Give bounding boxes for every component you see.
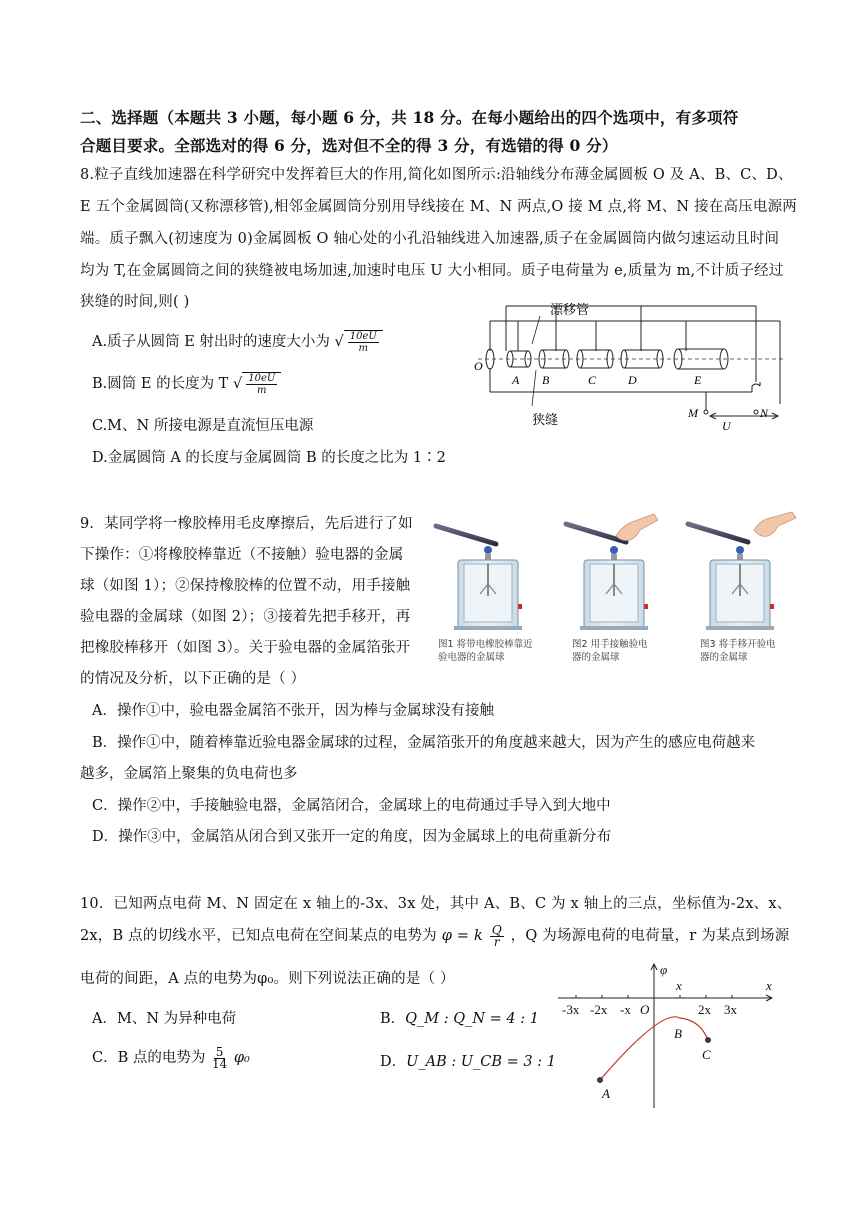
q10-option-c-label: C．B 点的电势为 (92, 1050, 206, 1066)
q9-stem-line: 把橡胶棒移开（如图 3）。关于验电器的金属箔张开 (80, 640, 411, 656)
q10-stem-line: 电荷的间距，A 点的电势为φ₀。则下列说法正确的是（ ） (80, 971, 455, 987)
drift-tube-label: 漂移管 (550, 302, 590, 317)
q8-option-b[interactable] (92, 372, 281, 396)
q9-option-d[interactable]: D．操作③中，金属箔从闭合到又张开一定的角度，因为金属球上的电荷重新分布 (92, 829, 612, 845)
tick-label: -2x (590, 1002, 608, 1017)
q8-stem-line: E 五个金属圆筒(又称漂移管),相邻金属圆筒分别用导线接在 M、N 两点,O 接 M 点,将 M、N 接在高压电源两 (80, 199, 797, 215)
q8-option-d[interactable]: D.金属圆筒 A 的长度与金属圆筒 B 的长度之比为 1∶2 (92, 450, 446, 466)
sqrt-expression: √ $\frac{10eU}{m}$ (233, 372, 281, 396)
q9-stem-line: 下操作：①将橡胶棒靠近（不接触）验电器的金属 (80, 547, 404, 563)
fig1-caption-line: 验电器的金属球 (438, 652, 505, 663)
point-label-a: A (602, 1086, 610, 1101)
section-title-line1: 二、选择题（本题共 3 小题，每小题 6 分，共 18 分。在每小题给出的四个选项中，有多项符 (80, 108, 739, 127)
q8-stem-line: 狭缝的时间,则( ) (80, 294, 190, 310)
voltage-label-u: U (722, 419, 731, 433)
q9-stem-line: 的情况及分析，以下正确的是（ ） (80, 671, 306, 687)
potential-formula-fraction (490, 922, 504, 949)
q9-option-b-cont: 越多，金属箔上聚集的负电荷也多 (80, 766, 298, 782)
linear-accelerator-diagram (466, 296, 786, 436)
q10-option-b-label: B． (380, 1011, 406, 1027)
q8-option-a-text: A.质子从圆筒 E 射出时的速度大小为 (92, 334, 330, 350)
q10-option-c[interactable] (92, 1046, 250, 1070)
section-title-line2: 合题目要求。全部选对的得 6 分，选对但不全的得 3 分，有选错的得 0 分） (80, 136, 618, 155)
q10-option-d-expr: U_AB : U_CB = 3 : 1 (406, 1054, 556, 1070)
sqrt-numerator: 10eU (349, 331, 377, 342)
fraction-numerator: 5 (215, 1044, 224, 1059)
potential-formula-lhs: φ = k (441, 928, 483, 944)
q10-option-b-expr: Q_M : Q_N = 4 : 1 (405, 1011, 539, 1027)
q10-stem-line: 10．已知两点电荷 M、N 固定在 x 轴上的-3x、3x 处，其中 A、B、C 为 x 轴上的三点，坐标值为-2x、x、 (80, 896, 792, 912)
formula-numerator: Q (491, 922, 502, 937)
q10-option-c-fraction (211, 1044, 228, 1071)
tube-label-a: A (512, 373, 520, 387)
tick-label: x (676, 978, 682, 993)
q10-option-b[interactable] (380, 1007, 539, 1028)
fig1-caption (438, 638, 533, 664)
tube-label-e: E (694, 373, 702, 387)
sqrt-denominator: m (358, 343, 369, 354)
terminal-label-m: M (688, 406, 698, 420)
q9-stem-line: 9．某同学将一橡胶棒用毛皮摩擦后，先后进行了如 (80, 516, 413, 532)
fig2-caption-line: 图2 用手接触验电 (572, 639, 648, 650)
potential-graph (552, 958, 778, 1110)
q10-option-d-label: D． (380, 1054, 407, 1070)
electroscope-fig-3 (688, 512, 796, 630)
sqrt-denominator: m (257, 385, 267, 396)
fig3-caption (700, 638, 776, 664)
fig2-caption-line: 器的金属球 (572, 652, 620, 663)
tick-label: -x (620, 1002, 631, 1017)
q10-stem-text: 2x，B 点的切线水平，已知点电荷在空间某点的电势为 (80, 928, 437, 944)
q9-stem-line: 球（如图 1）；②保持橡胶棒的位置不动，用手接触 (80, 578, 411, 594)
q9-option-b[interactable]: B．操作①中，随着棒靠近验电器金属球的过程，金属箔张开的角度越来越大，因为产生的感应电荷越来 (92, 735, 756, 751)
fig1-caption-line: 图1 将带电橡胶棒靠近 (438, 639, 533, 650)
tube-label-d: D (628, 373, 637, 387)
q8-option-a[interactable] (92, 330, 383, 354)
slit-label: 狭缝 (532, 412, 559, 427)
q10-stem-line (80, 924, 789, 948)
q8-option-c[interactable]: C.M、N 所接电源是直流恒压电源 (92, 418, 314, 434)
q9-stem-line: 验电器的金属球（如图 2）；③接着先把手移开，再 (80, 609, 411, 625)
terminal-label-n: N (760, 406, 769, 420)
plate-label-o: O (474, 359, 483, 373)
q8-option-b-text: B.圆筒 E 的长度为 T (92, 376, 229, 392)
y-axis-label: φ (660, 962, 668, 977)
tube-label-b: B (542, 373, 550, 387)
fraction-denominator: 14 (211, 1056, 228, 1071)
tick-label: 2x (698, 1002, 711, 1017)
q8-stem-line: 8.粒子直线加速器在科学研究中发挥着巨大的作用,简化如图所示:沿轴线分布薄金属圆板 O 及 A、B、C、D、 (80, 167, 793, 183)
q10-option-a[interactable]: A．M、N 为异种电荷 (92, 1011, 237, 1027)
sqrt-numerator: 10eU (248, 373, 276, 384)
sqrt-expression: √ $\frac{10eU}{m}$ (335, 330, 383, 354)
q10-stem-text: ，Q 为场源电荷的电荷量，r 为某点到场源 (510, 928, 790, 944)
x-axis-label: x (766, 978, 772, 993)
q9-option-a[interactable]: A．操作①中，验电器金属箔不张开，因为棒与金属球没有接触 (92, 703, 494, 719)
q10-option-d[interactable] (380, 1050, 556, 1071)
q8-stem-line: 端。质子飘入(初速度为 0)金属圆板 O 轴心处的小孔沿轴线进入加速器,质子在金属圆筒内做匀速运动且时间 (80, 231, 780, 247)
q8-stem-line: 均为 T,在金属圆筒之间的狭缝被电场加速,加速时电压 U 大小相同。质子电荷量为 e,质量为 m,不计质子经过 (80, 263, 784, 279)
origin-label: O (640, 1002, 650, 1017)
fig3-caption-line: 器的金属球 (700, 652, 748, 663)
point-label-c: C (702, 1047, 711, 1062)
formula-denominator: r (493, 934, 500, 949)
fig2-caption (572, 638, 648, 664)
point-label-b: B (674, 1026, 682, 1041)
electroscope-fig-1 (436, 526, 522, 630)
electroscope-fig-2 (566, 514, 658, 630)
tube-label-c: C (588, 373, 597, 387)
tick-label: -3x (562, 1002, 580, 1017)
q9-option-c[interactable]: C．操作②中，手接触验电器，金属箔闭合，金属球上的电荷通过手导入到大地中 (92, 798, 611, 814)
fig3-caption-line: 图3 将手移开验电 (700, 639, 776, 650)
tick-label: 3x (724, 1002, 737, 1017)
electroscope-figures (432, 508, 802, 636)
q10-option-c-tail: φ₀ (233, 1050, 250, 1066)
